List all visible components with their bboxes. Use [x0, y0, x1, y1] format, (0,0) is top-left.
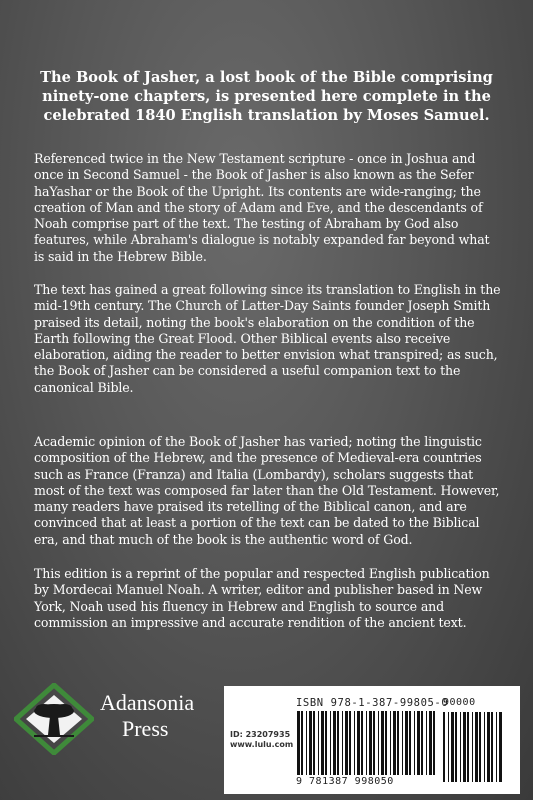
ean-barcode: [296, 711, 436, 775]
ean-addon-barcode: [442, 712, 502, 782]
lulu-url: www.lulu.com: [230, 740, 294, 749]
isbn-label: ISBN 978-1-387-99805-0: [296, 697, 449, 709]
barcode-addon-label: 90000: [443, 697, 476, 708]
ean-digits: 9 781387 998050: [296, 776, 394, 787]
lulu-id: ID: 23207935: [230, 730, 291, 739]
blurb-paragraph-4: This edition is a reprint of the popular and respected English publication by Mordecai Manuel Noah. A writer, editor and publisher based in New York, Noah used his fluency in Hebrew and English to source and commission an impressive and accurate rendition of the ancient text.: [34, 566, 490, 630]
publisher-name-line2: Press: [122, 716, 169, 741]
baobab-tree-diamond-icon: [14, 683, 94, 755]
lulu-id-block: [230, 730, 300, 750]
blurb-paragraph-3: Academic opinion of the Book of Jasher has varied; noting the linguistic composition of the Hebrew, and the presence of Medieval-era countries such as France (Franza) and Italia (Lombardy), scholars suggests that most of the text was composed far later than the Old Testament. However, many readers have praised its retelling of the Biblical canon, and are convinced that at least a portion of the text can be dated to the Biblical era, and that much of the book is the authentic word of God.: [34, 434, 500, 547]
blurb-paragraph-1: Referenced twice in the New Testament scripture - once in Joshua and once in Second Samuel - the Book of Jasher is also known as the Sefer haYashar or the Book of the Upright. Its contents are wide-ranging; the creation of Man and the story of Adam and Eve, and the descendants of Noah comprise part of the text. The testing of Abraham by God also features, while Abraham's dialogue is notably expanded far beyond what is said in the Hebrew Bible.: [34, 151, 490, 264]
publisher-name: [100, 690, 194, 742]
publisher-name-line1: Adansonia: [100, 690, 195, 715]
cover-headline: The Book of Jasher, a lost book of the Bible comprising ninety-one chapters, is presented here complete in the celebrated 1840 English translation by Moses Samuel.: [40, 69, 493, 124]
blurb-paragraph-2: The text has gained a great following since its translation to English in the mid-19th century. The Church of Latter-Day Saints founder Joseph Smith praised its detail, noting the book's elaboration on the condition of the Earth following the Great Flood. Other Biblical events also receive elaboration, aiding the reader to better envision what transpired; as such, the Book of Jasher can be considered a useful companion text to the canonical Bible.: [34, 282, 501, 395]
